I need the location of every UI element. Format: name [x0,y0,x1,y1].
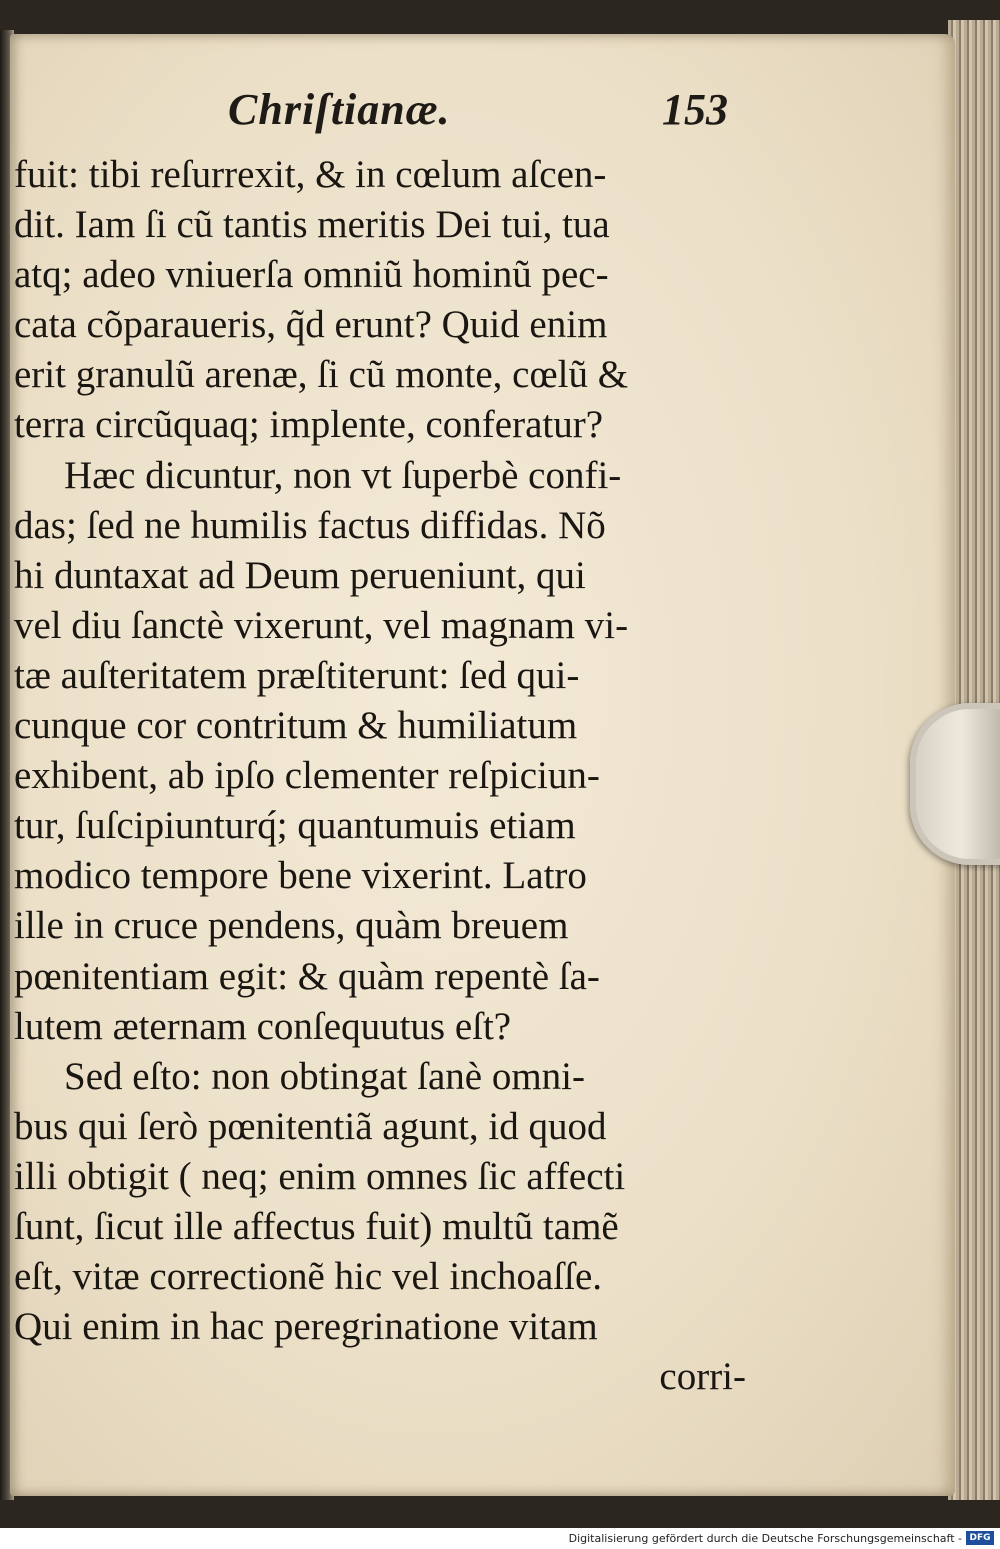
text-line: pœnitentiam egit: & quàm repentè ſa- [14,954,600,998]
text-line: exhibent, ab ipſo clementer reſpiciun- [14,754,600,798]
page-number: 153 [662,85,728,134]
text-line: ſunt, ſicut ille affectus fuit) multũ tamẽ [14,1204,619,1248]
text-line: lutem æternam conſequutus eſt? [14,1004,512,1048]
text-line: terra circũquaq; implente, conferatur? [14,403,604,447]
text-line: eſt, vitæ correctionẽ hic vel inchoaſſe. [14,1255,603,1299]
catchword: corri- [659,1355,746,1399]
text-line: vel diu ſanctè vixerunt, vel magnam vi- [14,603,629,647]
text-line: cunque cor contritum & humiliatum [14,704,578,748]
text-line: atq; adeo vniuerſa omniũ hominũ pec- [14,253,609,297]
page-header [0,84,960,144]
footer-bar [0,1528,1000,1549]
show-through-bleed [872,860,932,1340]
text-line: Qui enim in hac peregrinatione vitam [14,1305,598,1349]
text-line: tur, ſuſcipiunturq́; quantumuis etiam [14,804,576,848]
text-line: tæ auſteritatem præſtiterunt: ſed qui- [14,653,580,697]
text-line: modico tempore bene vixerint. Latro [14,854,587,898]
text-line: illi obtigit ( neq; enim omnes ſic affecti [14,1154,626,1198]
text-line: bus qui ſerò pœnitentiã agunt, id quod [14,1104,607,1148]
page-clip [910,703,1000,865]
text-line: fuit: tibi reſurrexit, & in cœlum aſcen- [14,153,607,196]
text-line: hi duntaxat ad Deum perueniunt, qui [14,553,586,597]
text-line: ille in cruce pendens, quàm breuem [14,904,569,948]
text-line: Hæc dicuntur, non vt ſuperbè confi- [64,453,622,497]
body-text [14,150,754,1402]
running-title: Chriſtianæ. [228,85,451,134]
text-line: dit. Iam ſi cũ tantis meritis Dei tui, tua [14,203,610,247]
text-line: Sed eſto: non obtingat ſanè omni- [64,1054,585,1098]
text-line: das; ſed ne humilis factus diffidas. Nõ [14,503,606,547]
funding-credit: Digitalisierung gefördert durch die Deutsche Forschungsgemeinschaft - [568,1532,962,1545]
text-line: cata cõparaueris, q̃d erunt? Quid enim [14,303,608,347]
text-line: erit granulũ arenæ, ſi cũ monte, cœlũ & [14,353,629,397]
dfg-logo-icon: DFG [966,1531,994,1545]
